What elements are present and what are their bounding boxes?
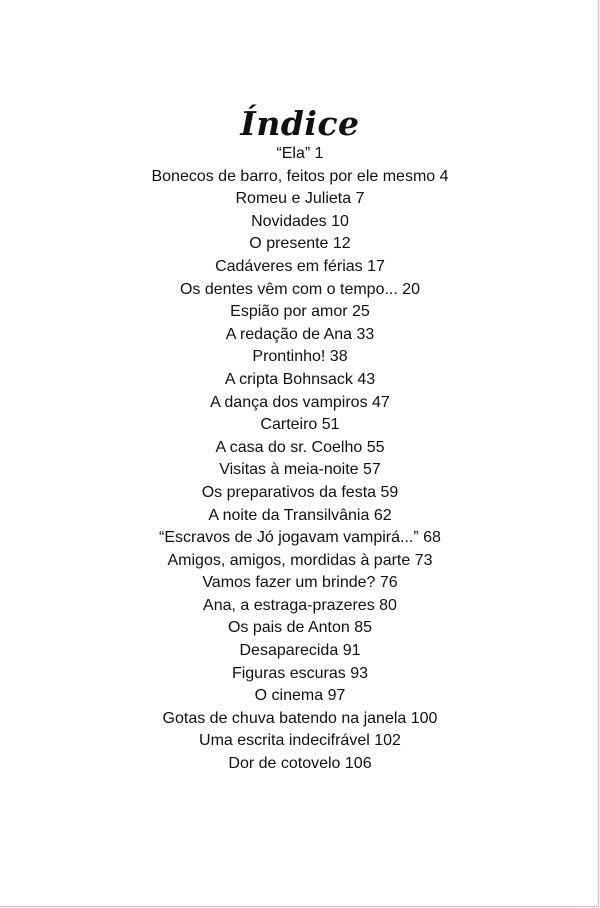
toc-entry-title: Carteiro — [260, 416, 318, 434]
toc-entry-title: O presente — [249, 235, 329, 253]
toc-entry-title: Prontinho! — [252, 348, 326, 366]
toc-entry — [0, 346, 600, 369]
toc-entry-title: Vamos fazer um brinde? — [202, 574, 376, 592]
toc-entry — [0, 188, 600, 211]
toc-entry-title: A casa do sr. Coelho — [215, 438, 363, 456]
toc-entry-page: 51 — [321, 416, 340, 434]
toc-entry-page: 68 — [423, 529, 441, 547]
toc-entry — [0, 708, 600, 731]
toc-entry — [0, 256, 600, 279]
table-of-contents — [0, 143, 600, 776]
toc-entry-title: Amigos, amigos, mordidas à parte — [167, 551, 411, 569]
toc-entry-title: Dor de cotovelo — [228, 755, 341, 773]
toc-entry-title: A cripta Bohnsack — [224, 370, 353, 388]
toc-entry-title: Gotas de chuva batendo na janela — [162, 709, 407, 727]
toc-entry — [0, 437, 600, 460]
toc-entry-page: 17 — [367, 257, 385, 275]
toc-entry-title: Novidades — [251, 212, 327, 230]
toc-entry-page: 62 — [373, 506, 392, 524]
toc-entry — [0, 505, 600, 528]
toc-entry-title: Bonecos de barro, feitos por ele mesmo — [151, 167, 436, 185]
toc-entry-title: A redação de Ana — [225, 325, 353, 343]
toc-entry-page: 1 — [314, 145, 324, 162]
toc-entry-title: Os pais de Anton — [227, 619, 350, 637]
toc-entry — [0, 279, 600, 302]
toc-entry-page: 85 — [354, 619, 373, 637]
toc-entry-title: Ana, a estraga-prazeres — [203, 596, 375, 614]
toc-entry — [0, 730, 600, 753]
toc-entry-page: 106 — [344, 755, 372, 773]
toc-entry-title: O cinema — [254, 687, 324, 705]
toc-entry-title: Uma escrita indecifrável — [199, 732, 370, 750]
toc-entry — [0, 166, 600, 189]
toc-entry-title: Os dentes vêm com o tempo... — [179, 280, 398, 298]
toc-entry-title: “Ela” — [276, 145, 311, 162]
page-title: Índice — [240, 104, 360, 144]
toc-entry-page: 59 — [380, 483, 399, 501]
toc-entry-page: 20 — [402, 280, 421, 298]
toc-entry-page: 10 — [331, 212, 349, 230]
toc-entry-title: Os preparativos da festa — [201, 483, 377, 501]
toc-entry-page: 76 — [379, 574, 398, 592]
toc-entry-title: Romeu e Julieta — [235, 190, 352, 208]
toc-entry — [0, 753, 600, 776]
toc-entry-page: 38 — [329, 348, 348, 366]
toc-entry-title: Visitas à meia-noite — [219, 461, 359, 479]
toc-entry-page: 25 — [352, 303, 370, 321]
toc-entry-page: 100 — [410, 709, 438, 727]
toc-entry-page: 91 — [342, 642, 361, 660]
toc-entry — [0, 572, 600, 595]
toc-entry — [0, 392, 600, 415]
toc-entry — [0, 640, 600, 663]
toc-entry-title: Figuras escuras — [231, 664, 346, 682]
toc-entry — [0, 617, 600, 640]
toc-entry-page: 55 — [366, 438, 385, 456]
toc-entry — [0, 482, 600, 505]
toc-entry — [0, 211, 600, 234]
toc-entry — [0, 685, 600, 708]
toc-entry-page: 12 — [332, 235, 351, 253]
toc-entry-page: 102 — [374, 732, 401, 750]
toc-entry — [0, 459, 600, 482]
toc-entry-page: 93 — [350, 664, 369, 682]
toc-entry — [0, 414, 600, 437]
toc-entry — [0, 550, 600, 573]
toc-entry-page: 57 — [362, 461, 381, 479]
toc-entry — [0, 301, 600, 324]
toc-entry-page: 47 — [372, 393, 390, 411]
toc-entry — [0, 233, 600, 256]
toc-entry-page: 97 — [327, 687, 346, 705]
toc-entry-page: 43 — [357, 370, 376, 388]
toc-entry-page: 4 — [439, 167, 449, 185]
toc-entry-title: Espião por amor — [230, 303, 348, 321]
toc-entry — [0, 527, 600, 550]
toc-entry-title: “Escravos de Jó jogavam vampirá...” — [159, 529, 419, 547]
toc-entry-page: 73 — [414, 551, 433, 569]
toc-entry — [0, 324, 600, 347]
toc-entry — [0, 663, 600, 686]
toc-entry-title: A noite da Transilvânia — [208, 506, 370, 524]
toc-entry-title: Desaparecida — [239, 642, 339, 660]
toc-entry-page: 7 — [355, 190, 365, 208]
toc-entry — [0, 595, 600, 618]
toc-entry-page: 33 — [356, 325, 375, 343]
toc-entry-page: 80 — [379, 596, 397, 614]
toc-entry-title: A dança dos vampiros — [210, 393, 368, 411]
toc-entry — [0, 369, 600, 392]
toc-entry — [0, 143, 600, 166]
toc-entry-title: Cadáveres em férias — [215, 257, 363, 275]
